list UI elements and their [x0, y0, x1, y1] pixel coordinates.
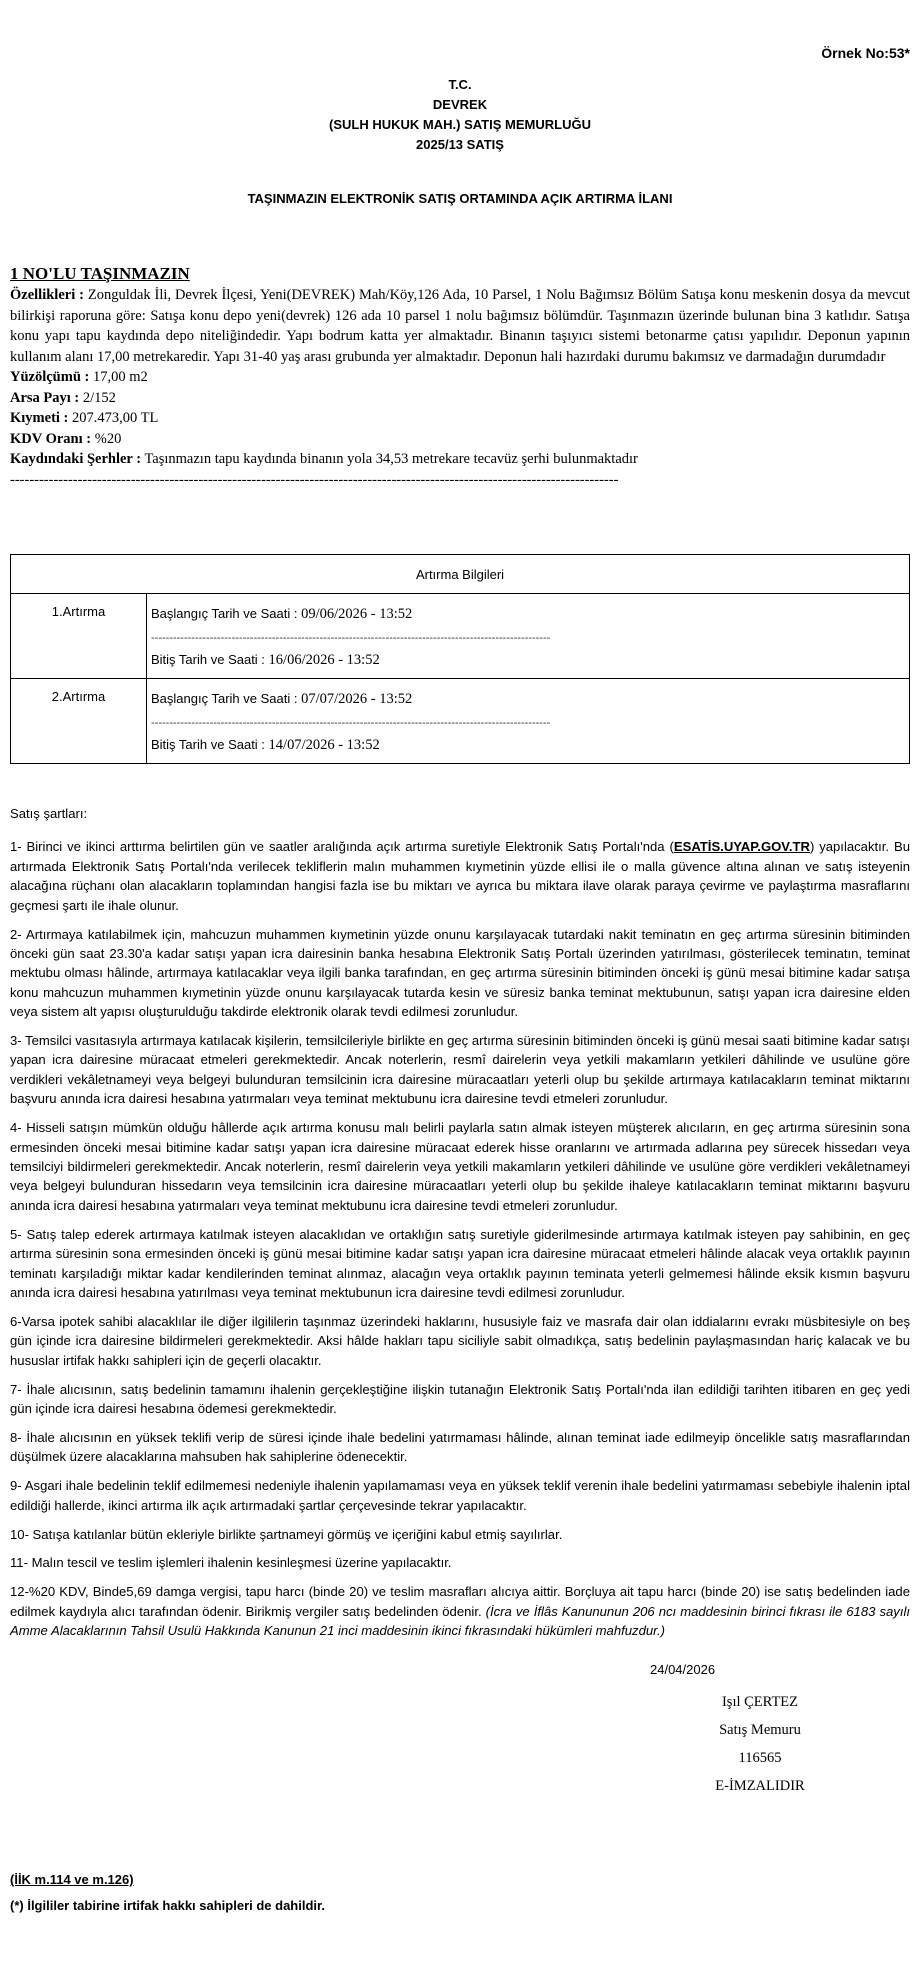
vat-value: %20 — [94, 430, 122, 447]
sample-number: Örnek No:53* — [821, 45, 910, 61]
property-annotations — [10, 449, 910, 470]
term-5: 5- Satış talep ederek artırmaya katılmak isteyen alacaklıdan ve ortaklığın satış suretiyle giderilmesinde artırmaya katılmak isteyen pay sahibinin, en geç artırma süresinin sona ermesinden önceki iş günü mesai bitimine kadar satışı yapan icra dairesine müracaat etmeleri hâlinde alacak veya ortaklık payının teminatı karşıladığı miktar kadar kendilerinden teminat alınmaz, alacağın veya ortaklık payının teminata yeterli gelmemesi hâlinde eksik kısmın başvuru anında icra dairesi hesabına yatırılması veya teminat mektubunun icra dairesine tevdi edilmesi zorunludur. — [10, 1226, 910, 1300]
area-value: 17,00 m2 — [92, 369, 148, 385]
value-amount: 207.473,00 TL — [72, 410, 159, 426]
property-land-share — [10, 388, 910, 409]
header-line-tc: T.C. — [448, 77, 472, 92]
announcement-title: TAŞINMAZIN ELEKTRONİK SATIŞ ORTAMINDA AÇIK ARTIRMA İLANI — [247, 191, 673, 206]
property-vat — [10, 429, 910, 450]
auction-round-row — [11, 679, 910, 764]
auction-table — [10, 554, 910, 764]
round-dates — [147, 594, 910, 679]
start-value: 07/07/2026 - 13:52 — [301, 691, 413, 707]
term-4: 4- Hisseli satışın mümkün olduğu hâllerde açık artırma konusu malı belirli paylarla satın almak isteyen müşterek alıcıların, en geç artırma süresinin sona ermesinden önceki mesai bitimine kadar satışı yapan icra dairesine müracaat ederek hisse oranlarını ve artırmada adlarına pey sürecek hissedarı veya temsilciyi bildirmeleri gerekmektedir. Ancak noterlerin, resmî dairelerin veya yetkili makamların yetkileri dâhilinde ve usulüne göre verdikleri vekâletnameyi veya belgeyi bulunduran hissedarın veya temsilcinin icra dairesine müracaatları yeterli olup bu şekilde ihaleye katılacakların teminat miktarını başvuru anında icra dairesi hesabına yatırmaları veya teminat mektubunu icra dairesine tevdi etmeleri zorunludur. — [10, 1120, 910, 1213]
header-line-office: (SULH HUKUK MAH.) SATIŞ MEMURLUĞU — [329, 117, 591, 132]
value-label: Kıymeti : — [10, 410, 69, 426]
property-section — [10, 263, 910, 490]
signer-number: 116565 — [738, 1750, 782, 1766]
header-line-city: DEVREK — [432, 97, 488, 112]
sale-terms — [10, 804, 910, 1650]
round-end — [151, 735, 905, 755]
round-start — [151, 689, 905, 709]
signature-block — [700, 1688, 820, 1800]
end-label: Bitiş Tarih ve Saati : — [151, 652, 265, 667]
round-start — [151, 604, 905, 624]
term-1-end: ) yapılacaktır. Bu artırmada Elektronik Satış Portalı'nda verilecek tekliflerin malın muhammen kıymetinin yüzde ellisi ile o malla güvence altına alınan ve satış isteyenin alacağına rüçhanı olan alacakların toplamından hangisi fazla ise bu miktarı ve ayrıca bu miktara ilave olarak paraya çevirme ve paylaştırma masraflarını geçmesi şartı ile ihale olunur. — [10, 839, 910, 913]
annotations-label: Kaydındaki Şerhler : — [10, 451, 142, 467]
term-10: 10- Satışa katılanlar bütün ekleriyle birlikte şartnameyi görmüş ve içeriğini kabul etmiş sayılırlar. — [10, 1526, 563, 1542]
end-value: 14/07/2026 - 13:52 — [268, 737, 380, 753]
esatis-link[interactable]: ESATİS.UYAP.GOV.TR — [673, 839, 810, 855]
signer-name: Işıl ÇERTEZ — [721, 1694, 799, 1710]
end-label: Bitiş Tarih ve Saati : — [151, 737, 265, 752]
term-2: 2- Artırmaya katılabilmek için, mahcuzun muhammen kıymetinin yüzde onunu karşılayacak tutardaki nakit teminatın en geç artırma süresinin bitiminden önceki gün saat 23.30'a kadar satışı yapan icra dairesinin banka hesabına Elektronik Satış Portalı üzerinden yatırılması, gösterilecek teminatın, teminat mektubu olması hâlinde, artırmaya katılacaklar veya ilgili banka tarafından, en geç artırma süresinin bitiminden önceki iş günü mesai bitimine kadar satışa konu mahcuzun muhammen kıymetinin yüzde onunu karşılayacak tutarda kesin ve süresiz banka teminat mektubunun, satışı yapan icra dairesine elden veya sistem alt yapısı oluşturulduğu takdirde elektronik olarak tevdi edilmesi zorunludur. — [10, 926, 910, 1020]
esign-status: E-İMZALIDIR — [715, 1778, 805, 1794]
property-title: 1 NO'LU TAŞINMAZIN — [10, 264, 190, 283]
term-1 — [10, 837, 910, 915]
round-end — [151, 650, 905, 670]
property-description — [10, 285, 910, 367]
document-header — [0, 75, 920, 155]
term-8: 8- İhale alıcısının en yüksek teklifi verip de süresi içinde ihale bedelini yatırmaması hâlinde, alınan teminat iade edilmeyip öncelikle satış masraflarından düşülmek üzere alacaklarına mahsuben hak sahiplerine ödenecektir. — [10, 1429, 910, 1465]
term-12-legal-note: (İcra ve İflâs Kanununun 206 ncı maddesinin birinci fıkrası ile 6183 sayılı Amme Alacaklarının Tahsil Usulü Hakkında Kanunun 21 inci maddesinin ikinci fıkrasındaki hükümleri mahfuzdur.) — [10, 1603, 911, 1639]
term-3: 3- Temsilci vasıtasıyla artırmaya katılacak kişilerin, temsilcileriyle birlikte en geç artırma süresinin bitiminden önceki iş günü mesai saati bitimine kadar satışı yapan icra dairesine müracaat etmeleri gerekmektedir. Ancak noterlerin, resmî dairelerin veya yetkili makamların yetkileri dâhilinde ve usulüne göre verdikleri vekâletnameyi veya belgeyi bulunduran temsilcinin icra dairesine müracaatları yeterli olup bu şekilde artırmaya katılacakların teminat miktarını başvuru anında icra dairesi hesabına yatırmaları veya teminat mektubunu icra dairesine tevdi etmeleri zorunludur. — [10, 1033, 910, 1107]
end-value: 16/06/2026 - 13:52 — [268, 652, 380, 668]
law-reference: (İİK m.114 ve m.126) — [10, 1872, 134, 1887]
term-11: 11- Malın tescil ve teslim işlemleri ihalenin kesinleşmesi üzerine yapılacaktır. — [10, 1555, 452, 1571]
annotations-value: Taşınmazın tapu kaydında binanın yola 34,53 metrekare tecavüz şerhi bulunmaktadır — [144, 451, 638, 467]
terms-intro: Satış şartları: — [10, 806, 88, 821]
area-label: Yüzölçümü : — [10, 369, 90, 385]
property-features-label: Özellikleri : — [10, 287, 84, 303]
round-dates — [147, 679, 910, 764]
signer-title: Satış Memuru — [719, 1722, 801, 1738]
start-label: Başlangıç Tarih ve Saati : — [151, 691, 298, 706]
term-7: 7- İhale alıcısının, satış bedelinin tamamını ihalenin gerçekleştiğine ilişkin tutanağın Elektronik Satış Portalı'nda ilan edildiği tarihten itibaren en geç yedi gün içinde icra dairesi hesabına ödemesi gerekmektedir. — [10, 1381, 910, 1416]
round-separator: ------------------------------------------------------------------------------------------------------------- — [151, 717, 551, 729]
header-line-file-no: 2025/13 SATIŞ — [416, 137, 504, 152]
document-date: 24/04/2026 — [650, 1662, 716, 1677]
auction-round-row — [11, 594, 910, 679]
round-separator: ------------------------------------------------------------------------------------------------------------- — [151, 632, 551, 644]
property-area — [10, 367, 910, 388]
term-6: 6-Varsa ipotek sahibi alacaklılar ile diğer ilgililerin taşınmaz üzerindeki haklarını, hususiyle faiz ve masrafa dair olan iddialarını evrakı müsbitesiyle on beş gün içinde icra dairesine bildirmeleri gerekmektedir. Aksi hâlde hakları tapu siciliyle sabit olmadıkça, satış bedelinin paylaşmasından hariç kalacak ve bu hususlar irtifak hakkı sahipleri için de geçerli olacaktır. — [10, 1313, 910, 1368]
term-9: 9- Asgari ihale bedelinin teklif edilmemesi nedeniyle ihalenin yapılamaması veya en yüksek teklif verenin ihale bedelini yatırmaması sebebiyle ihalenin iptal edildiği hallerde, ikinci artırma ilk açık artırmadaki şartlar çerçevesinde tekrar yapılacaktır. — [10, 1478, 910, 1513]
auction-table-header: Artırma Bilgileri — [11, 555, 910, 594]
round-label: 1.Artırma — [11, 594, 147, 679]
term-12 — [10, 1582, 910, 1640]
land-share-label: Arsa Payı : — [10, 389, 80, 406]
vat-label: KDV Oranı : — [10, 430, 92, 447]
round-label: 2.Artırma — [11, 679, 147, 764]
footnote: (*) İlgililer tabirine irtifak hakkı sahipleri de dahildir. — [10, 1898, 325, 1913]
property-value — [10, 408, 910, 429]
property-separator: ------------------------------------------------------------------------------------------------------------------------------ — [10, 471, 619, 488]
start-label: Başlangıç Tarih ve Saati : — [151, 606, 298, 621]
property-features-text: Zonguldak İli, Devrek İlçesi, Yeni(DEVREK) Mah/Köy,126 Ada, 10 Parsel, 1 Nolu Bağımsız Bölüm Satışa konu meskenin dosya da mevcut bilirkişi raporuna göre: Satışa konu depo yeni(devrek) 126 ada 10 parsel 1 nolu bağımsız bölümdür. Taşınmazın üzerinde bulunan bina 3 katlıdır. Satışa konu yapı tapu kaydında depo niteliğindedir. Yapı bodrum katta yer almaktadır. Binanın taşıyıcı sistemi betonarme çatısı yapılıdır. Deponun yapının kullanım alanı 17,00 metrekaredir. Yapı 31-40 yaş arası grubunda yer almaktadır. Deponun hali hazırdaki durumu bakımsız ve darmadağın durumdadır — [10, 287, 910, 365]
start-value: 09/06/2026 - 13:52 — [301, 606, 413, 622]
term-1-start: 1- Birinci ve ikinci arttırma belirtilen gün ve saatler aralığında açık artırma suretiyle Elektronik Satış Portalı'nda ( — [10, 839, 674, 855]
term-12-text: 12-%20 KDV, Binde5,69 damga vergisi, tapu harcı (binde 20) ve teslim masrafları alıcıya aittir. Borçluya ait tapu harcı (binde 20) ise satış bedelinden iade edilmek kaydıyla alıcı tarafından ödenir. Birikmiş vergiler satış bedelinden ödenir. — [10, 1584, 910, 1619]
land-share-value: 2/152 — [82, 389, 116, 406]
